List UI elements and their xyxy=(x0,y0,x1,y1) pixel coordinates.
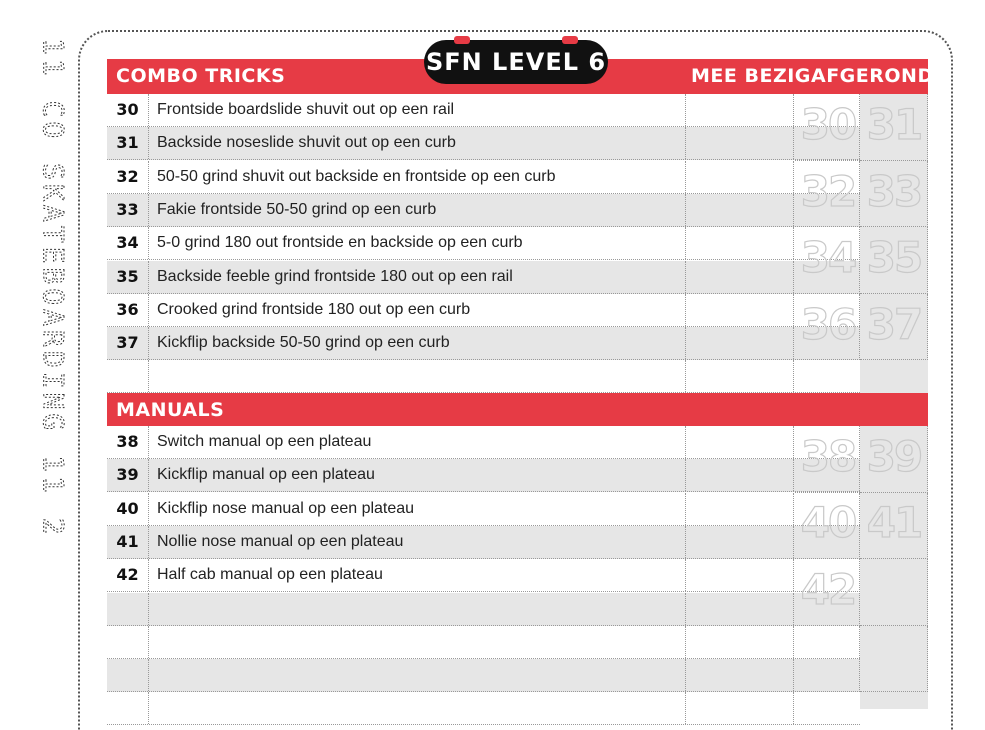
trick-description: Frontside boardslide shuvit out op een rail xyxy=(157,101,455,118)
level-badge xyxy=(424,40,608,84)
trick-number: 33 xyxy=(107,194,149,226)
trick-number xyxy=(107,659,149,691)
afgerond-number: 30 xyxy=(800,100,856,149)
table-row xyxy=(107,459,860,492)
afgerond-number: 41 xyxy=(866,498,922,547)
afgerond-number: 35 xyxy=(866,233,922,283)
trick-number: 40 xyxy=(107,493,149,525)
trick-description: Kickflip manual op een plateau xyxy=(157,466,375,484)
table-row xyxy=(107,493,860,526)
trick-number xyxy=(107,360,149,392)
afgerond-number: 39 xyxy=(866,432,922,481)
afgerond-number: 31 xyxy=(866,100,922,149)
trick-number: 35 xyxy=(107,261,149,293)
trick-description: Kickflip nose manual op een plateau xyxy=(157,499,415,517)
table-row xyxy=(107,593,860,626)
trick-description: 5-0 grind 180 out frontside en backside op een curb xyxy=(157,234,523,252)
column-header-bezig: MEE BEZIG xyxy=(691,65,811,87)
side-label-text: 11 CO SKATEBOARDING 11 2 xyxy=(37,38,70,539)
table-row xyxy=(107,360,860,393)
mee-bezig-checkbox[interactable] xyxy=(685,493,794,525)
table-row xyxy=(107,294,860,327)
trick-number: 31 xyxy=(107,127,149,159)
section-title: MANUALS xyxy=(116,399,225,421)
trick-description: Kickflip backside 50-50 grind op een curb xyxy=(157,334,450,352)
manuals-header xyxy=(107,393,928,426)
table-row xyxy=(107,327,860,360)
trick-number: 39 xyxy=(107,459,149,491)
side-label xyxy=(24,30,70,670)
trick-number: 32 xyxy=(107,161,149,193)
column-header-afgerond: AFGEROND xyxy=(811,65,934,87)
mee-bezig-checkbox[interactable] xyxy=(685,659,794,691)
trick-description: Crooked grind frontside 180 out op een curb xyxy=(157,300,471,318)
trick-description: Fakie frontside 50-50 grind op een curb xyxy=(157,200,437,218)
table-row xyxy=(107,127,860,160)
table-row xyxy=(107,692,860,725)
table-row xyxy=(107,559,860,592)
trick-number: 42 xyxy=(107,559,149,591)
trick-description: Half cab manual op een plateau xyxy=(157,566,383,584)
trick-description: Backside noseslide shuvit out op een curb xyxy=(157,134,456,152)
afgerond-number: 38 xyxy=(800,432,856,481)
trick-number: 41 xyxy=(107,526,149,558)
table-row xyxy=(107,426,860,459)
trick-number xyxy=(107,626,149,658)
mee-bezig-checkbox[interactable] xyxy=(685,360,794,392)
table-row xyxy=(107,261,860,294)
mee-bezig-checkbox[interactable] xyxy=(685,194,794,226)
mee-bezig-checkbox[interactable] xyxy=(685,692,794,724)
section-title: COMBO TRICKS xyxy=(116,65,286,87)
afgerond-cell[interactable] xyxy=(860,626,928,693)
mee-bezig-checkbox[interactable] xyxy=(685,127,794,159)
trick-number: 38 xyxy=(107,426,149,458)
trick-description: Switch manual op een plateau xyxy=(157,433,372,450)
afgerond-number: 34 xyxy=(800,233,856,283)
table-row xyxy=(107,194,860,227)
mee-bezig-checkbox[interactable] xyxy=(685,626,794,658)
trick-number: 37 xyxy=(107,327,149,359)
trick-description: Backside feeble grind frontside 180 out op een rail xyxy=(157,267,513,285)
afgerond-cell[interactable] xyxy=(860,559,928,626)
afgerond-cell[interactable] xyxy=(795,626,860,693)
mee-bezig-checkbox[interactable] xyxy=(685,426,794,458)
afgerond-number: 32 xyxy=(800,166,856,216)
mee-bezig-checkbox[interactable] xyxy=(685,327,794,359)
table-row xyxy=(107,526,860,559)
mee-bezig-checkbox[interactable] xyxy=(685,94,794,126)
trick-number: 30 xyxy=(107,94,149,126)
badge-tab-left xyxy=(454,36,470,44)
afgerond-number: 42 xyxy=(800,565,856,614)
trick-number: 34 xyxy=(107,227,149,259)
trick-number xyxy=(107,692,149,724)
trick-number xyxy=(107,593,149,625)
table-row xyxy=(107,94,860,127)
trick-description: 50-50 grind shuvit out backside en frontside op een curb xyxy=(157,167,556,185)
mee-bezig-checkbox[interactable] xyxy=(685,559,794,591)
mee-bezig-checkbox[interactable] xyxy=(685,227,794,259)
mee-bezig-checkbox[interactable] xyxy=(685,261,794,293)
table-row xyxy=(107,626,860,659)
afgerond-number: 33 xyxy=(866,166,922,216)
trick-description: Nollie nose manual op een plateau xyxy=(157,532,404,550)
mee-bezig-checkbox[interactable] xyxy=(685,526,794,558)
table-row xyxy=(107,659,860,692)
mee-bezig-checkbox[interactable] xyxy=(685,161,794,193)
table-row xyxy=(107,227,860,260)
mee-bezig-checkbox[interactable] xyxy=(685,294,794,326)
afgerond-number: 40 xyxy=(800,498,856,547)
afgerond-number: 37 xyxy=(866,299,922,349)
afgerond-number: 36 xyxy=(800,299,856,349)
mee-bezig-checkbox[interactable] xyxy=(685,459,794,491)
table-row xyxy=(107,161,860,194)
mee-bezig-checkbox[interactable] xyxy=(685,593,794,625)
level-badge-text: SFN LEVEL 6 xyxy=(425,48,607,76)
badge-tab-right xyxy=(562,36,578,44)
trick-number: 36 xyxy=(107,294,149,326)
